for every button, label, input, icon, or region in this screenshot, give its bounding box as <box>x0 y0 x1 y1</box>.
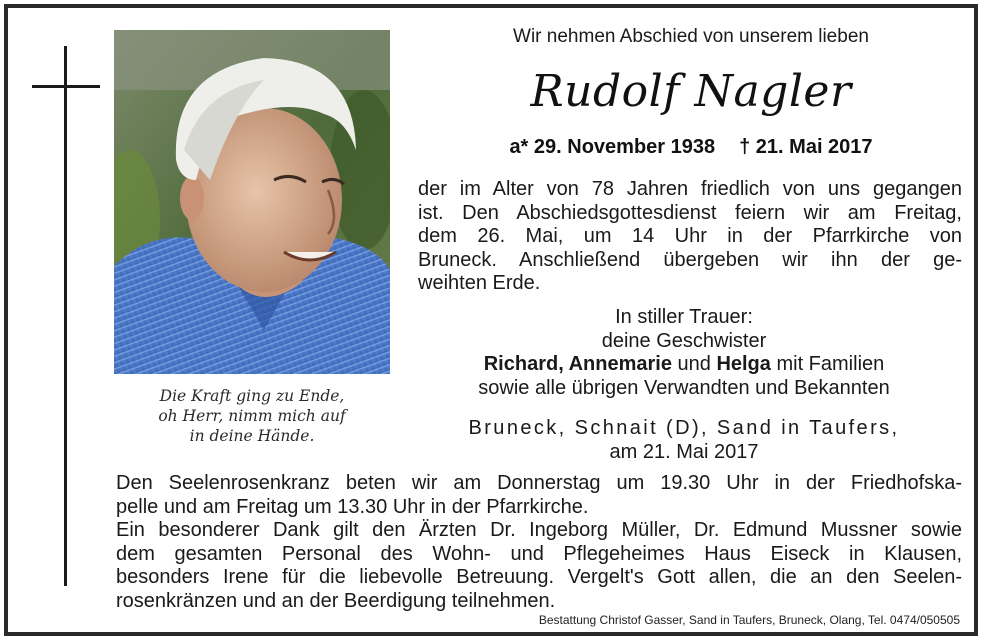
sibling-name: Helga <box>716 353 771 375</box>
intro-text: Wir nehmen Abschied von unserem lieben <box>513 26 869 47</box>
text-line: pelle und am Freitag um 13.30 Uhr in der Pfarrkirche. <box>116 495 589 518</box>
text-line: dem 26. Mai, um 14 Uhr in der Pfarrkirche von <box>418 225 962 247</box>
cross-icon-bar <box>32 85 100 88</box>
sibling-names: Richard, Annemarie <box>483 353 672 375</box>
birth-date: a* 29. November 1938 <box>509 136 716 158</box>
death-date: † 21. Mai 2017 <box>739 136 873 158</box>
mourning-line: deine Geschwister <box>601 329 767 352</box>
text-line: der im Alter von 78 Jahren friedlich von uns gegangen <box>418 178 962 200</box>
place-date <box>412 416 956 464</box>
portrait-photo <box>114 30 390 374</box>
text-line: rosenkränzen und an der Beerdigung teilnehmen. <box>116 589 556 612</box>
mourners <box>412 306 956 400</box>
verse-line: Die Kraft ging zu Ende, <box>159 387 345 405</box>
text-line: Den Seelenrosenkranz beten wir am Donnerstag um 19.30 Uhr in der Friedhofska- <box>116 472 962 494</box>
families-text: mit Familien <box>776 353 885 375</box>
text-line: Ein besonderer Dank gilt den Ärzten Dr. Ingeborg Müller, Dr. Edmund Mussner sowie <box>116 519 962 541</box>
date-line: am 21. Mai 2017 <box>609 441 759 463</box>
funeral-home-credit: Bestattung Christof Gasser, Sand in Taufers, Bruneck, Olang, Tel. 0474/050505 <box>538 613 960 627</box>
text-line: ist. Den Abschiedsgottesdienst feiern wir am Freitag, <box>418 201 962 224</box>
verse <box>114 386 390 446</box>
cross-icon <box>64 46 67 586</box>
deceased-name: Rudolf Nagler <box>530 66 852 117</box>
text-line: weihten Erde. <box>418 272 541 294</box>
mourning-line: sowie alle übrigen Verwandten und Bekannten <box>478 376 890 399</box>
mourning-heading: In stiller Trauer: <box>615 306 753 328</box>
text-line: Bruneck. Anschließend übergeben wir ihn der ge- <box>418 248 962 271</box>
verse-line: oh Herr, nimm mich auf <box>158 407 346 425</box>
life-dates <box>412 136 970 159</box>
text-line: besonders Irene für die liebevolle Betreuung. Vergelt's Gott allen, die an den Seelen- <box>116 566 962 588</box>
mourning-names <box>412 353 956 377</box>
service-details <box>116 472 962 613</box>
places: Bruneck, Schnait (D), Sand in Taufers, <box>468 417 900 439</box>
text-line: dem gesamten Personal des Wohn- und Pflegeheimes Haus Eiseck in Klausen, <box>116 542 962 565</box>
verse-line: in deine Hände. <box>189 427 315 445</box>
conjunction: und <box>677 353 711 375</box>
announcement-text <box>418 178 962 296</box>
obituary-notice <box>4 4 978 636</box>
